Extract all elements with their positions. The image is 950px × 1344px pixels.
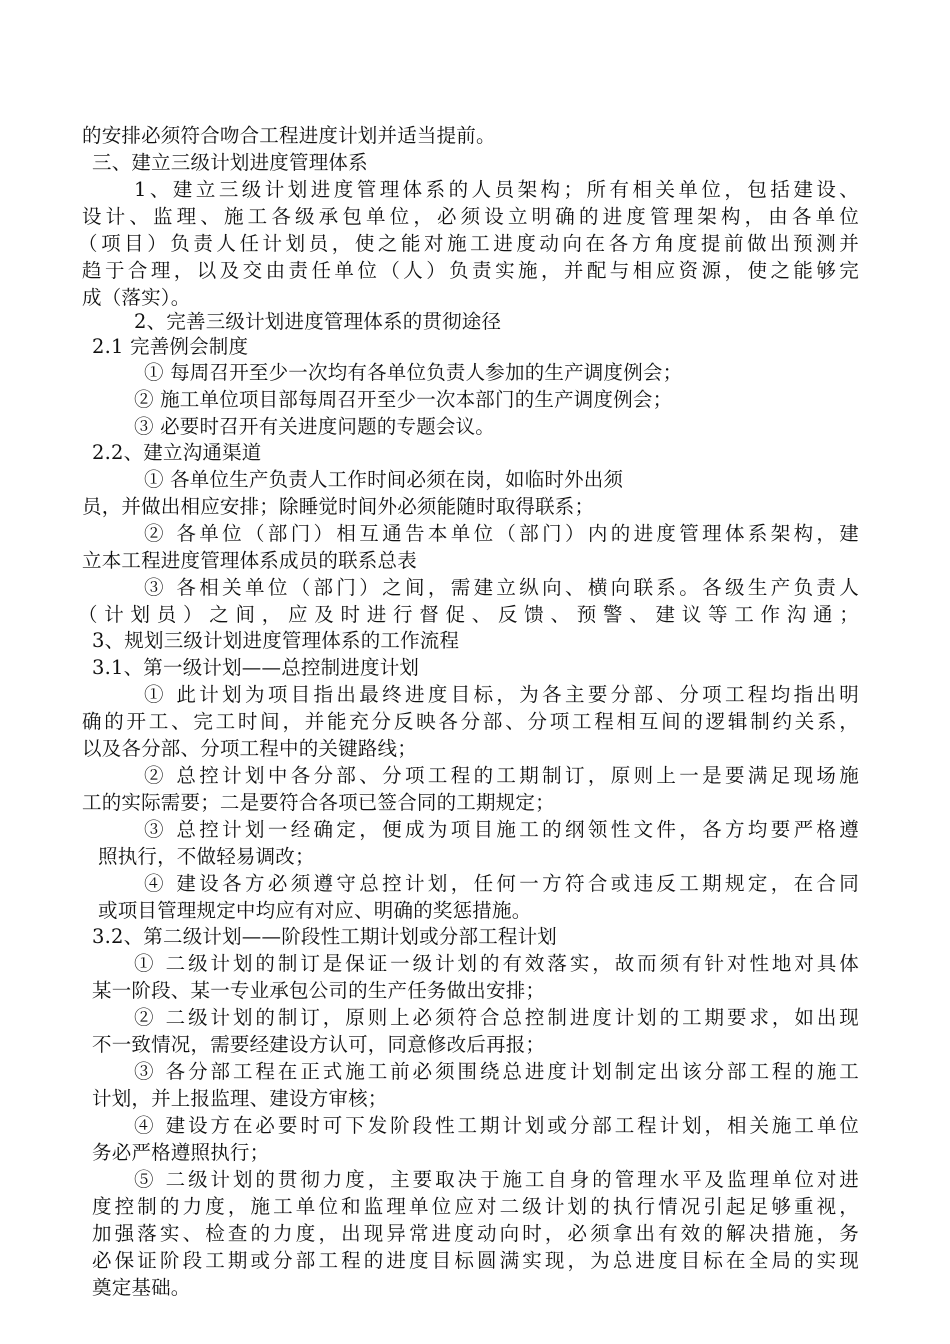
text-line: 成（落实）。 xyxy=(82,286,191,309)
list-item: ③ 各分部工程在正式施工前必须围绕总进度计划制定出该分部工程的施工 xyxy=(134,1060,859,1083)
subsection-heading: 2.1 完善例会制度 xyxy=(92,335,249,358)
text-line: 奠定基础。 xyxy=(92,1276,191,1299)
subsection-heading: 3.2、第二级计划——阶段性工期计划或分部工程计划 xyxy=(92,925,558,948)
text-line: （项目）负责人任计划员，使之能对施工进度动向在各方角度提前做出预测并 xyxy=(78,232,859,255)
list-item: ① 各单位生产负责人工作时间必须在岗，如临时外出须 xyxy=(144,468,624,491)
list-item: ④ 建设方在必要时可下发阶段性工期计划或分部工程计划，相关施工单位 xyxy=(134,1114,859,1137)
text-line: 立本工程进度管理体系成员的联系总表 xyxy=(82,549,417,572)
text-line: 设计、监理、施工各级承包单位，必须设立明确的进度管理架构，由各单位 xyxy=(82,205,859,228)
list-item: ② 二级计划的制订，原则上必须符合总控制进度计划的工期要求，如出现 xyxy=(134,1006,859,1029)
list-item: ② 总控计划中各分部、分项工程的工期制订，原则上一是要满足现场施 xyxy=(144,764,859,787)
text-line: （计划员）之间，应及时进行督促、反馈、预警、建议等工作沟通； xyxy=(78,603,859,626)
subsection-heading: 3.1、第一级计划——总控制进度计划 xyxy=(92,656,420,679)
list-item: ① 二级计划的制订是保证一级计划的有效落实，故而须有针对性地对具体 xyxy=(134,952,859,975)
list-item: ③ 必要时召开有关进度问题的专题会议。 xyxy=(134,415,495,438)
text-line: 以及各分部、分项工程中的关键路线； xyxy=(82,737,417,760)
list-item: ② 各单位（部门）相互通告本单位（部门）内的进度管理体系架构，建 xyxy=(144,522,859,545)
text-line: 趋于合理，以及交由责任单位（人）负责实施，并配与相应资源，使之能够完 xyxy=(82,259,859,282)
subsection-heading: 2、完善三级计划进度管理体系的贯彻途径 xyxy=(134,310,502,333)
text-line: 员，并做出相应安排；除睡觉时间外必须能随时取得联系； xyxy=(82,495,595,518)
text-line: 或项目管理规定中均应有对应、明确的奖惩措施。 xyxy=(98,899,532,922)
text-line: 工的实际需要；二是要符合各项已签合同的工期规定； xyxy=(82,791,555,814)
text-line: 某一阶段、某一专业承包公司的生产任务做出安排； xyxy=(92,979,546,1002)
text-line: 务必严格遵照执行； xyxy=(92,1141,270,1164)
text-line: 不一致情况，需要经建设方认可，同意修改后再报； xyxy=(92,1033,546,1056)
text-line: 1、建立三级计划进度管理体系的人员架构；所有相关单位，包括建设、 xyxy=(134,178,859,201)
list-item: ② 施工单位项目部每周召开至少一次本部门的生产调度例会； xyxy=(134,388,673,411)
text-line: 度控制的力度，施工单位和监理单位应对二级计划的执行情况引起足够重视， xyxy=(92,1195,859,1218)
list-item: ③ 总控计划一经确定，便成为项目施工的纲领性文件，各方均要严格遵 xyxy=(144,818,859,841)
subsection-heading: 2.2、建立沟通渠道 xyxy=(92,441,262,464)
list-item: ① 每周召开至少一次均有各单位负责人参加的生产调度例会； xyxy=(144,361,683,384)
text-line: 确的开工、完工时间，并能充分反映各分部、分项工程相互间的逻辑制约关系， xyxy=(82,710,859,733)
list-item: ③ 各相关单位（部门）之间，需建立纵向、横向联系。各级生产负责人 xyxy=(144,576,859,599)
list-item: ① 此计划为项目指出最终进度目标，为各主要分部、分项工程均指出明 xyxy=(144,683,859,706)
section-heading: 三、建立三级计划进度管理体系 xyxy=(92,151,368,174)
subsection-heading: 3、规划三级计划进度管理体系的工作流程 xyxy=(92,629,460,652)
text-line: 的安排必须符合吻合工程进度计划并适当提前。 xyxy=(82,124,496,147)
text-line: 计划，并上报监理、建设方审核； xyxy=(92,1087,388,1110)
list-item: ⑤ 二级计划的贯彻力度，主要取决于施工自身的管理水平及监理单位对进 xyxy=(134,1168,859,1191)
text-line: 加强落实、检查的力度，出现异常进度动向时，必须拿出有效的解决措施，务 xyxy=(92,1222,859,1245)
list-item: ④ 建设各方必须遵守总控计划，任何一方符合或违反工期规定，在合同 xyxy=(144,872,859,895)
text-line: 必保证阶段工期或分部工程的进度目标圆满实现，为总进度目标在全局的实现 xyxy=(92,1249,859,1272)
text-line: 照执行，不做轻易调改； xyxy=(98,845,315,868)
